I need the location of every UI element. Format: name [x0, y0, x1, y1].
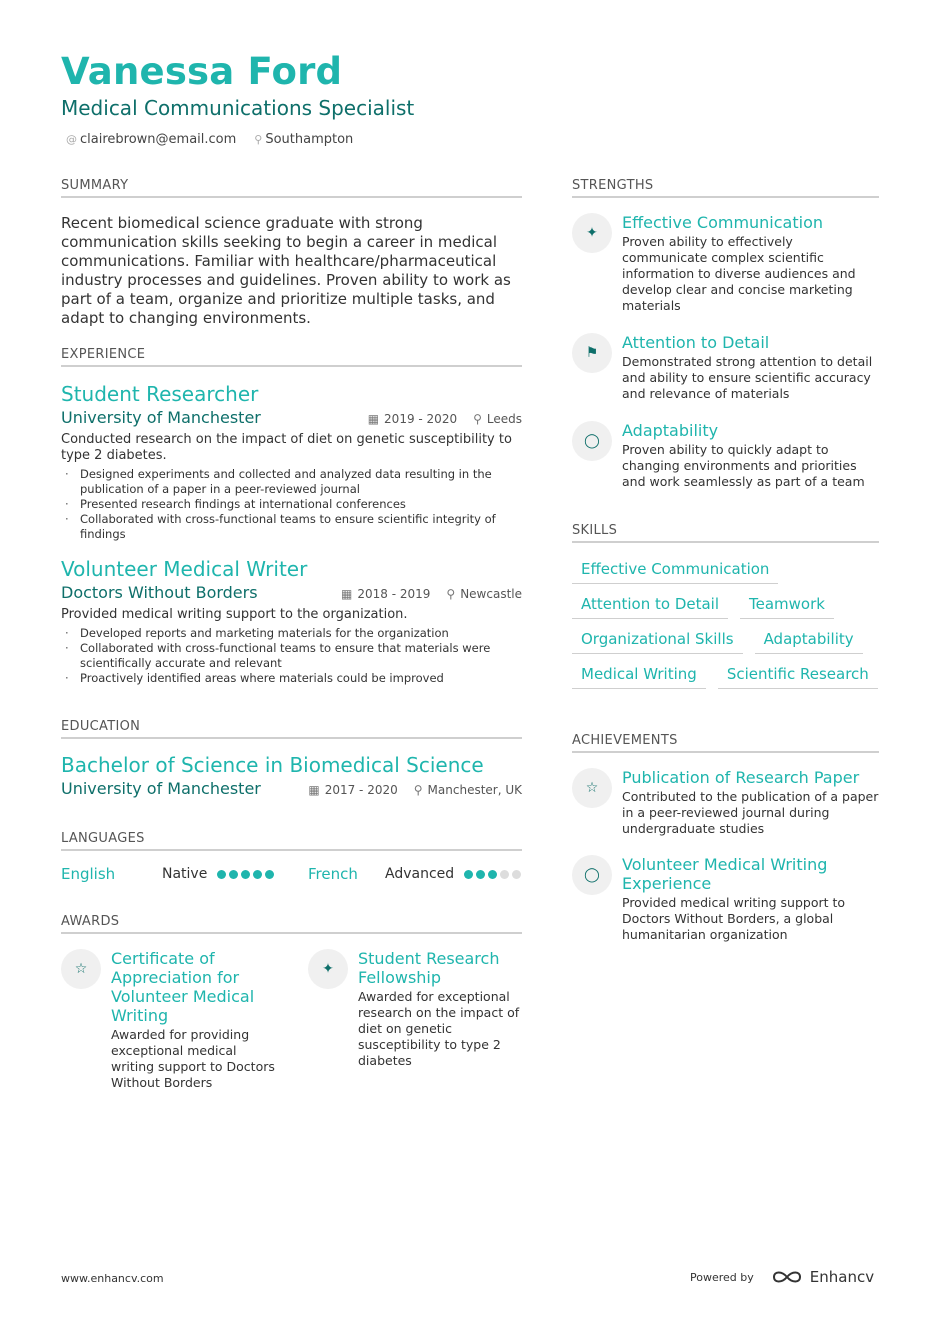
rating-dot-empty [500, 870, 509, 879]
enhancv-logo-icon [772, 1269, 802, 1285]
calendar-icon: ▦ [308, 783, 320, 797]
calendar-icon: ▦ [367, 412, 380, 426]
strength-title: Attention to Detail [622, 333, 770, 352]
brand-logo[interactable] [772, 1268, 874, 1286]
languages-heading: LANGUAGES [61, 831, 522, 851]
skill-tag: Medical Writing [572, 665, 706, 689]
wand-icon: ✦ [308, 949, 348, 989]
list-item: · Developed reports and marketing materials for the organization [61, 626, 522, 641]
email-contact[interactable]: @ clairebrown@email.com [66, 132, 237, 147]
wand-icon: ✦ [572, 213, 612, 253]
at-icon: @ [66, 133, 77, 146]
rating-dot-empty [512, 870, 521, 879]
summary-text: Recent biomedical science graduate with strong communication skills seeking to begin a career in medical communications. Familiar with healthcare/pharmaceutical industry processes and guidelines. Proven ability to work as part of a team, organize and prioritize multiple tasks, and adapt to changing environments. [61, 214, 511, 327]
job-description: Conducted research on the impact of diet on genetic susceptibility to type 2 diabetes. [61, 432, 512, 463]
location-pin-icon: ⚲ [473, 412, 482, 426]
left-column [61, 178, 522, 1091]
achievement-title: Volunteer Medical Writing Experience [622, 855, 828, 893]
list-item: · Designed experiments and collected and analyzed data resulting in the publication of a paper in a peer-reviewed journal [61, 467, 522, 497]
rating-dot-filled [476, 870, 485, 879]
education-entry [61, 753, 522, 799]
footer-website[interactable]: www.enhancv.com [61, 1272, 164, 1285]
achievement-title: Publication of Research Paper [622, 768, 860, 787]
job-organization: University of Manchester [61, 408, 261, 427]
strength-text: Demonstrated strong attention to detail and ability to ensure scientific accuracy and relevance of materials [622, 354, 873, 401]
language-name: French [308, 865, 358, 883]
list-item: · Collaborated with cross-functional teams to ensure scientific integrity of findings [61, 512, 522, 542]
achievement-text: Provided medical writing support to Doctors Without Borders, a global humanitarian organization [622, 895, 846, 942]
job-organization: Doctors Without Borders [61, 583, 258, 602]
strength-text: Proven ability to quickly adapt to changing environments and priorities and work seamlessly as part of a team [622, 442, 865, 489]
powered-by-label: Powered by [690, 1270, 754, 1284]
rating-dot-filled [464, 870, 473, 879]
strength-item [572, 421, 879, 490]
list-item: · Collaborated with cross-functional teams to ensure that materials were scientifically accurate and relevant [61, 641, 522, 671]
list-item: · Proactively identified areas where materials could be improved [61, 671, 522, 686]
rating-dot-filled [265, 870, 274, 879]
rating-dot-filled [488, 870, 497, 879]
lightbulb-icon: ◯ [572, 855, 612, 895]
rating-dot-filled [229, 870, 238, 879]
flag-icon: ⚑ [572, 333, 612, 373]
language-level: Advanced [385, 866, 455, 882]
award-title: Certificate of Appreciation for Volunteer Medical Writing [111, 949, 255, 1025]
skill-tag: Effective Communication [572, 560, 778, 584]
star-icon: ☆ [61, 949, 101, 989]
achievement-text: Contributed to the publication of a paper in a peer-reviewed journal during undergraduate studies [622, 789, 879, 836]
skills-heading: SKILLS [572, 523, 879, 543]
education-location: ⚲ Manchester, UK [413, 783, 522, 797]
skill-tag: Organizational Skills [572, 630, 743, 654]
languages-list [61, 865, 522, 883]
skill-tag: Teamwork [740, 595, 834, 619]
job-location: ⚲ Newcastle [446, 587, 522, 601]
experience-heading: EXPERIENCE [61, 347, 522, 367]
skills-list [572, 560, 879, 689]
location-contact: ⚲ Southampton [254, 132, 354, 147]
strength-title: Effective Communication [622, 213, 823, 232]
language-rating [217, 870, 274, 879]
award-text: Awarded for exceptional research on the impact of diet on genetic susceptibility to type 2 diabetes [358, 989, 520, 1068]
language-rating [464, 870, 521, 879]
language-name: English [61, 865, 116, 883]
degree-title: Bachelor of Science in Biomedical Science [61, 753, 484, 777]
language-item [308, 865, 521, 883]
job-bullets [61, 626, 522, 686]
education-heading: EDUCATION [61, 719, 522, 739]
skill-tag: Adaptability [755, 630, 863, 654]
skill-tag: Scientific Research [718, 665, 878, 689]
location-pin-icon: ⚲ [413, 783, 423, 797]
star-icon: ☆ [572, 768, 612, 808]
achievement-item [572, 855, 879, 943]
strength-item [572, 213, 879, 314]
candidate-title: Medical Communications Specialist [61, 96, 415, 120]
rating-dot-filled [217, 870, 226, 879]
brand-name: Enhancv [809, 1268, 875, 1286]
strengths-heading: STRENGTHS [572, 178, 879, 198]
calendar-icon: ▦ [341, 587, 353, 601]
achievements-heading: ACHIEVEMENTS [572, 733, 879, 753]
language-item [61, 865, 308, 883]
right-column [572, 178, 879, 943]
location-pin-icon: ⚲ [254, 133, 263, 146]
job-description: Provided medical writing support to the organization. [61, 607, 408, 622]
rating-dot-filled [241, 870, 250, 879]
job-title: Student Researcher [61, 382, 259, 406]
summary-heading: SUMMARY [61, 178, 522, 198]
job-dates: ▦ 2018 - 2019 [341, 587, 431, 601]
awards-heading: AWARDS [61, 914, 522, 934]
footer-branding [690, 1268, 874, 1286]
school-name: University of Manchester [61, 779, 261, 798]
awards-list [61, 949, 522, 1091]
award-title: Student Research Fellowship [358, 949, 500, 987]
award-item [61, 949, 308, 1091]
strength-text: Proven ability to effectively communicate complex scientific information to diverse audiences and develop clear and concise marketing materials [622, 234, 856, 313]
achievement-item [572, 768, 879, 837]
rating-dot-filled [253, 870, 262, 879]
job-location: ⚲ Leeds [473, 412, 522, 426]
job-entry [61, 382, 522, 542]
lightbulb-icon: ◯ [572, 421, 612, 461]
location-pin-icon: ⚲ [446, 587, 456, 601]
education-dates: ▦ 2017 - 2020 [308, 783, 398, 797]
strength-item [572, 333, 879, 402]
job-title: Volunteer Medical Writer [61, 557, 308, 581]
list-item: · Presented research findings at international conferences [61, 497, 522, 512]
strength-title: Adaptability [622, 421, 719, 440]
award-text: Awarded for providing exceptional medical writing support to Doctors Without Borders [111, 1027, 275, 1090]
job-bullets [61, 467, 522, 542]
job-dates: ▦ 2019 - 2020 [367, 412, 458, 426]
candidate-name: Vanessa Ford [61, 50, 343, 93]
skill-tag: Attention to Detail [572, 595, 728, 619]
award-item [308, 949, 522, 1091]
job-entry [61, 557, 522, 686]
contact-info [66, 132, 353, 148]
language-level: Native [162, 866, 208, 882]
